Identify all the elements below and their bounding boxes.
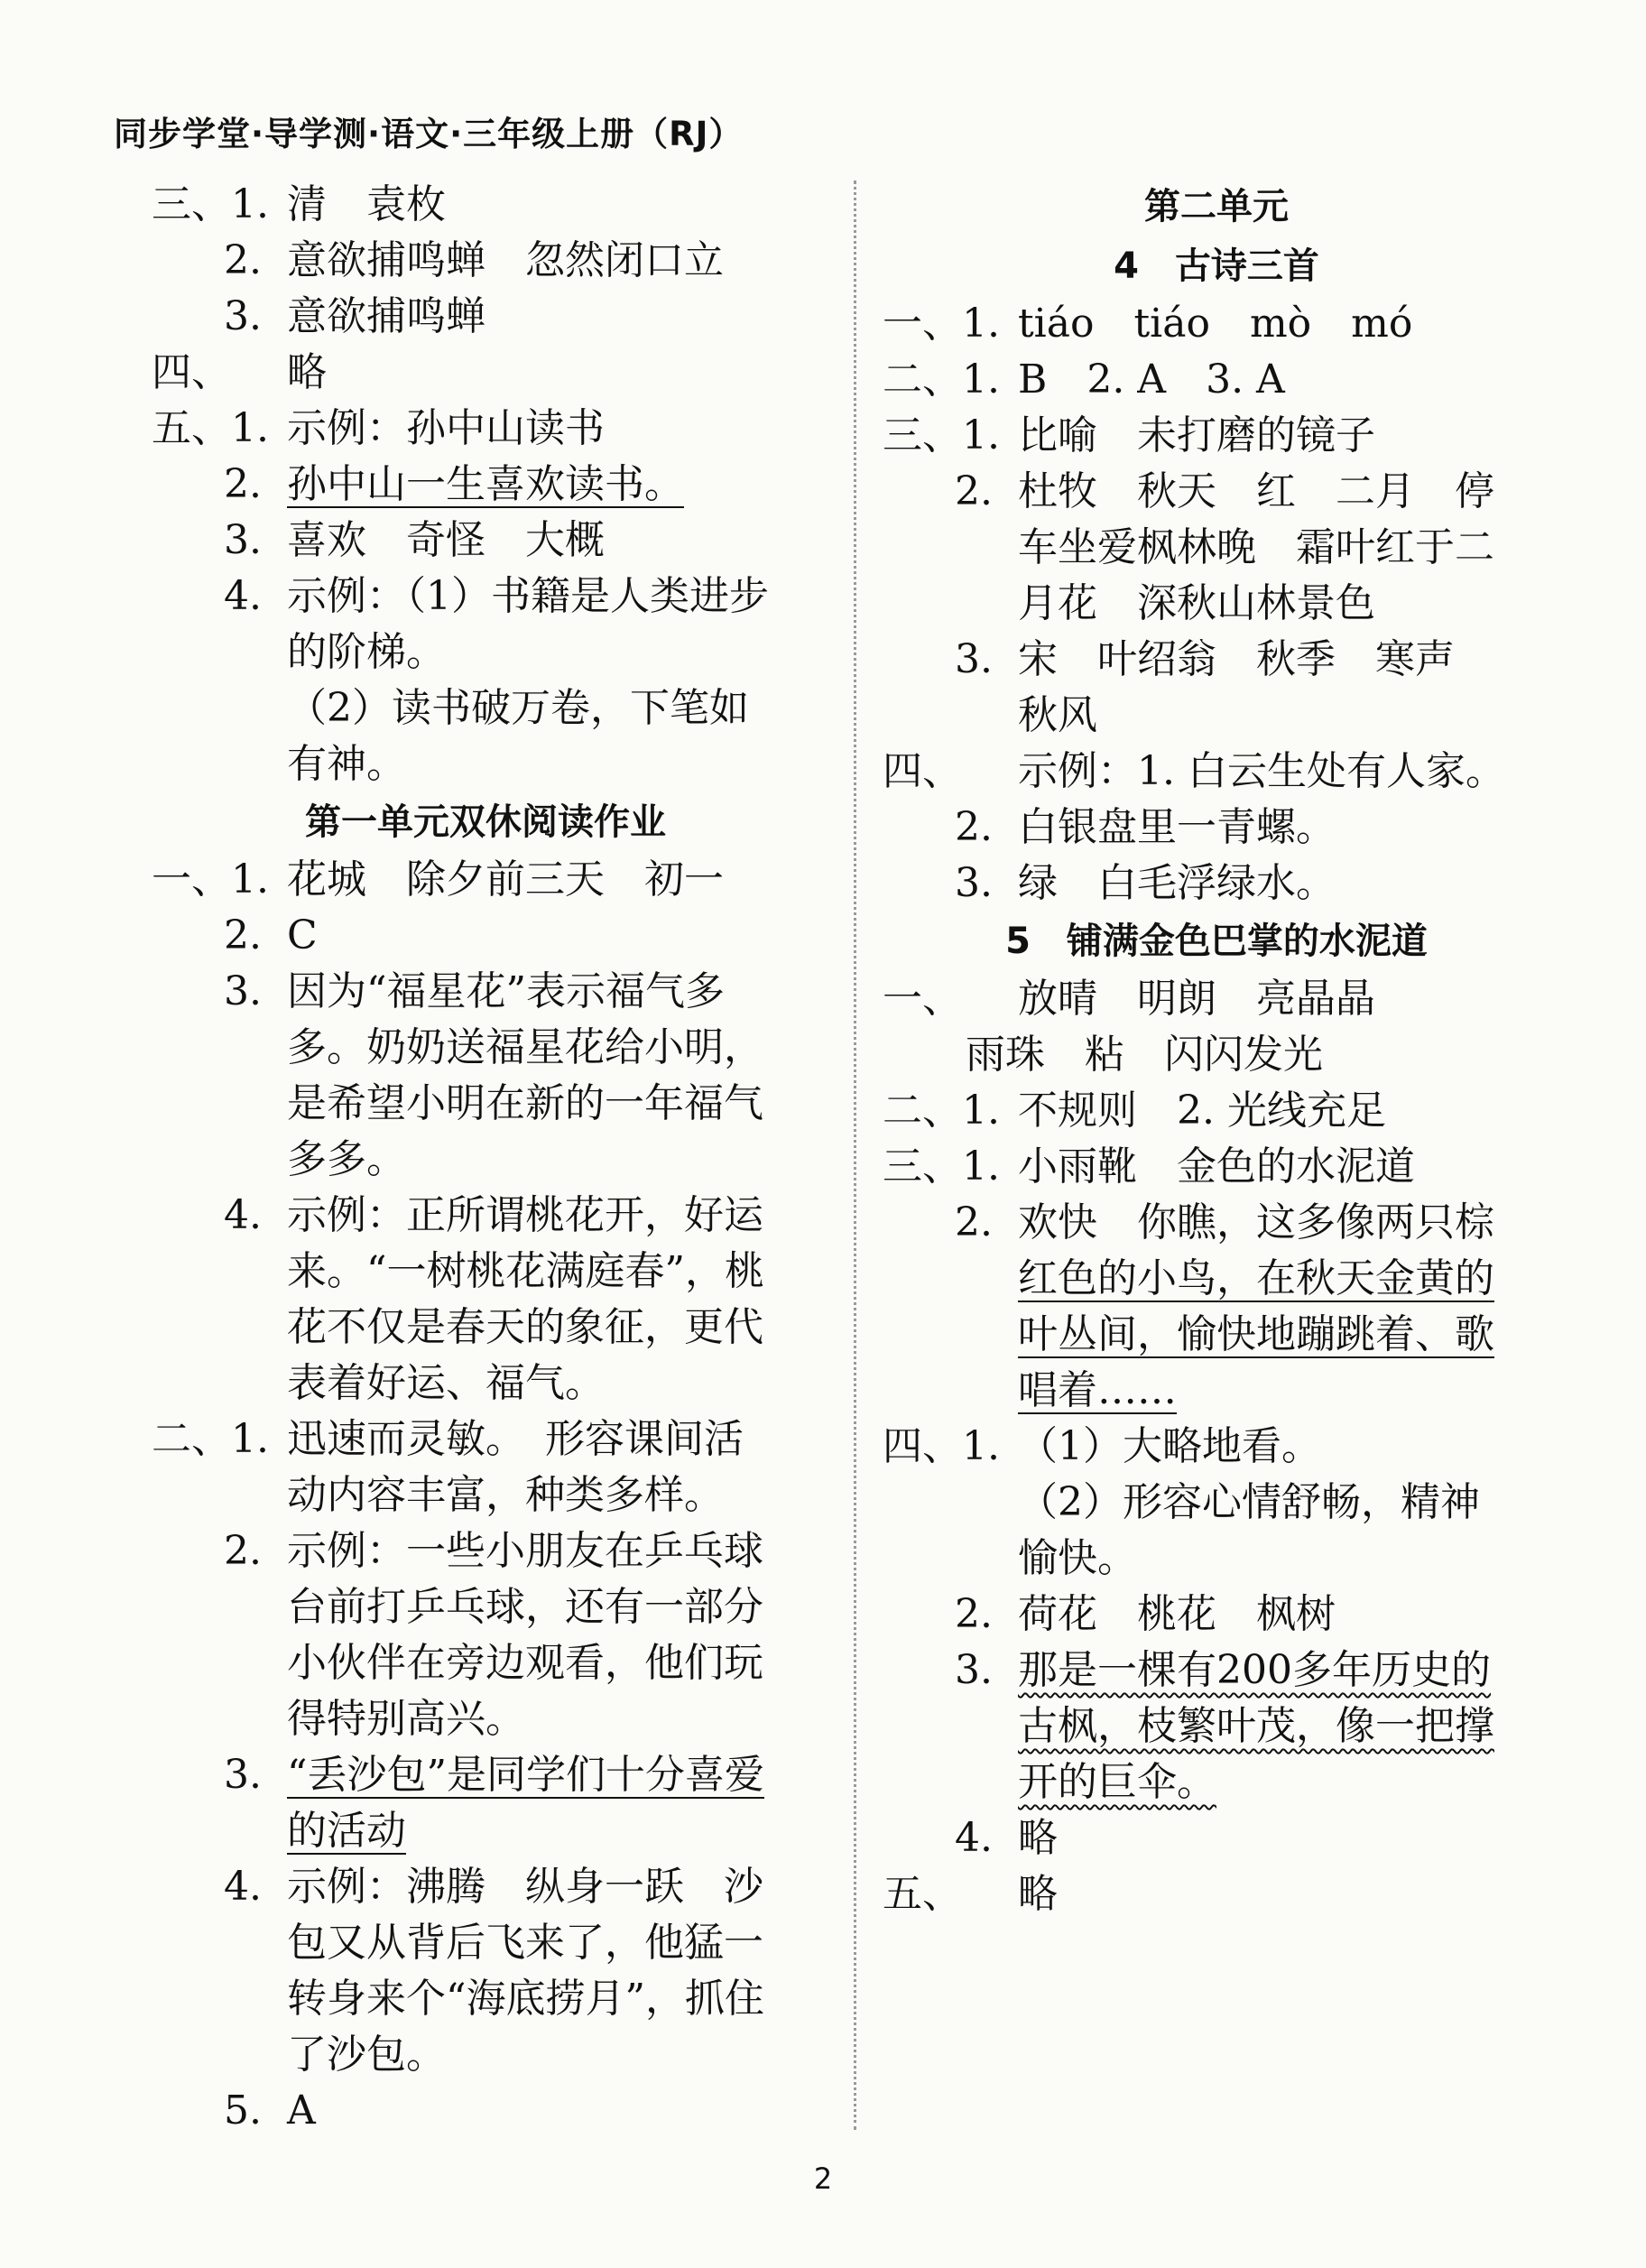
answer-line — [883, 1419, 1550, 1475]
question-number: 二、1. — [152, 1416, 269, 1462]
sub-question-number: 4. — [224, 1864, 262, 1910]
column-divider — [854, 181, 856, 2130]
answer-text: 红色的小鸟，在秋天金黄的 — [1018, 1255, 1494, 1301]
answer-line — [152, 964, 819, 1020]
answer-line — [152, 1915, 819, 1971]
answer-text: 雨珠 粘 闪闪发光 — [966, 1032, 1323, 1078]
answer-text: 小伙伴在旁边观看，他们玩 — [287, 1640, 763, 1686]
section-heading: 5 铺满金色巴掌的水泥道 — [1005, 921, 1428, 962]
answer-line — [883, 1027, 1550, 1083]
answer-text: 月花 深秋山林景色 — [1018, 580, 1375, 626]
answer-text: 示例：1. 白云生处有人家。 — [1018, 748, 1505, 794]
answer-line — [883, 1866, 1550, 1922]
question-number: 二、1. — [883, 1088, 1000, 1134]
sub-question-number: 3. — [224, 293, 262, 339]
answer-line — [152, 1579, 819, 1635]
answer-line — [152, 1244, 819, 1300]
answer-text: 多。奶奶送福星花给小明， — [287, 1024, 763, 1070]
answer-line — [152, 625, 819, 680]
answer-text: 愉快。 — [1018, 1535, 1137, 1581]
answer-line — [152, 852, 819, 908]
answer-line — [152, 1635, 819, 1691]
sub-question-number: 3. — [224, 517, 262, 563]
sub-question-number: 4. — [224, 1192, 262, 1238]
answer-line — [152, 1467, 819, 1523]
answer-line — [152, 1803, 819, 1859]
answer-line — [883, 352, 1550, 408]
answer-text: 略 — [1018, 1815, 1058, 1861]
sub-question-number: 2. — [955, 804, 993, 850]
section-heading: 第一单元双休阅读作业 — [305, 801, 666, 843]
answer-text: 示例：一些小朋友在乒乓球 — [287, 1528, 763, 1574]
answer-line — [152, 345, 819, 401]
answer-text: 动内容丰富，种类多样。 — [287, 1472, 724, 1518]
answer-text: 开的巨伞。 — [1018, 1759, 1216, 1805]
answer-text: 的活动 — [287, 1808, 406, 1854]
answer-line — [883, 1754, 1550, 1810]
answer-text: 得特别高兴。 — [287, 1696, 525, 1742]
answer-line — [152, 289, 819, 345]
answer-text: 转身来个“海底捞月”，抓住 — [287, 1976, 764, 2022]
answer-line — [883, 296, 1550, 352]
answer-text: 表着好运、福气。 — [287, 1360, 605, 1406]
answer-line — [883, 971, 1550, 1027]
answer-line — [152, 513, 819, 569]
answer-line — [883, 1139, 1550, 1195]
sub-question-number: 4. — [955, 1815, 993, 1861]
question-number: 四、 — [152, 349, 231, 395]
answer-text: B 2. A 3. A — [1018, 356, 1285, 403]
answer-line — [152, 233, 819, 289]
answer-line — [152, 1747, 819, 1803]
question-number: 四、 — [883, 748, 962, 794]
answer-text: 荷花 桃花 枫树 — [1018, 1591, 1336, 1637]
sub-question-number: 2. — [224, 912, 262, 958]
question-number: 一、1. — [152, 856, 269, 903]
section-heading: 第二单元 — [1144, 186, 1289, 227]
answer-text: 意欲捕鸣蝉 忽然闭口立 — [287, 237, 724, 283]
answer-text: 来。“一树桃花满庭春”，桃 — [287, 1248, 764, 1294]
answer-text: 包又从背后飞来了，他猛一 — [287, 1920, 763, 1966]
answer-line — [883, 576, 1550, 632]
sub-question-number: 3. — [955, 636, 993, 682]
answer-line — [152, 680, 819, 736]
answer-line — [883, 1810, 1550, 1866]
answer-line — [883, 408, 1550, 464]
answer-text: 略 — [1018, 1871, 1058, 1917]
answer-line — [152, 1132, 819, 1188]
answer-line — [883, 464, 1550, 520]
answer-text: 花城 除夕前三天 初一 — [287, 856, 724, 903]
sub-question-number: 2. — [224, 237, 262, 283]
answer-line — [883, 1363, 1550, 1419]
answer-text: 不规则 2. 光线充足 — [1018, 1088, 1386, 1134]
answer-line — [152, 1300, 819, 1356]
answer-text: tiáo tiáo mò mó — [1018, 301, 1413, 347]
answer-line — [152, 2083, 819, 2139]
answer-text: 唱着…… — [1018, 1367, 1177, 1413]
answer-text: 多多。 — [287, 1136, 406, 1182]
answer-line — [883, 1531, 1550, 1587]
answer-text: 杜牧 秋天 红 二月 停 — [1018, 468, 1494, 514]
answer-text: 绿 白毛浮绿水。 — [1018, 860, 1336, 906]
answer-text: 宋 叶绍翁 秋季 寒声 — [1018, 636, 1455, 682]
page-number: 2 — [813, 2162, 833, 2196]
answer-line — [883, 1251, 1550, 1307]
answer-line — [883, 1699, 1550, 1754]
answer-text: 是希望小明在新的一年福气 — [287, 1080, 763, 1126]
answer-line — [883, 856, 1550, 912]
answer-text: 古枫，枝繁叶茂，像一把撑 — [1018, 1703, 1494, 1749]
question-number: 三、1. — [883, 412, 1000, 458]
sub-question-number: 2. — [224, 1528, 262, 1574]
answer-line — [152, 1356, 819, 1412]
answer-text: （2）读书破万卷，下笔如 — [287, 685, 749, 731]
answer-line — [883, 1475, 1550, 1531]
question-number: 一、 — [883, 976, 962, 1022]
answer-text: 的阶梯。 — [287, 629, 446, 675]
answer-line — [883, 1307, 1550, 1363]
question-number: 四、1. — [883, 1423, 1000, 1469]
answer-text: 秋风 — [1018, 692, 1097, 738]
book-header: 同步学堂·导学测·语文·三年级上册（RJ） — [114, 115, 744, 153]
answer-text: 花不仅是春天的象征，更代 — [287, 1304, 763, 1350]
answer-line — [883, 1195, 1550, 1251]
answer-line — [152, 908, 819, 964]
answer-text: 了沙包。 — [287, 2032, 446, 2078]
question-number: 二、1. — [883, 356, 1000, 403]
answer-text: 因为“福星花”表示福气多 — [287, 968, 725, 1014]
answer-line — [883, 520, 1550, 576]
answer-text: 孙中山一生喜欢读书。 — [287, 461, 684, 507]
question-number: 三、1. — [883, 1143, 1000, 1190]
answer-line — [883, 1083, 1550, 1139]
answer-text: （1）大略地看。 — [1018, 1423, 1321, 1469]
sub-question-number: 3. — [224, 968, 262, 1014]
answer-text: “丢沙包”是同学们十分喜爱 — [287, 1752, 764, 1798]
answer-line — [883, 744, 1550, 800]
answer-line — [152, 401, 819, 457]
answer-line — [152, 457, 819, 513]
answer-text: 示例：沸腾 纵身一跃 沙 — [287, 1864, 763, 1910]
answer-text: 放晴 明朗 亮晶晶 — [1018, 976, 1375, 1022]
answer-text: 示例：正所谓桃花开，好运 — [287, 1192, 763, 1238]
answer-text: 有神。 — [287, 741, 406, 787]
answer-text: 白银盘里一青螺。 — [1018, 804, 1336, 850]
sub-question-number: 3. — [955, 1647, 993, 1693]
answer-text: 迅速而灵敏。 形容课间活 — [287, 1416, 744, 1462]
answer-text: 那是一棵有200多年历史的 — [1018, 1647, 1491, 1693]
answer-line — [152, 569, 819, 625]
answer-line — [152, 1859, 819, 1915]
answer-line — [152, 2027, 819, 2083]
answer-line — [883, 1643, 1550, 1699]
answer-line — [883, 800, 1550, 856]
answer-line — [883, 1587, 1550, 1643]
sub-question-number: 5. — [224, 2087, 262, 2134]
right-column — [883, 177, 1550, 1922]
answer-line — [152, 1412, 819, 1467]
question-number: 五、 — [883, 1871, 962, 1917]
sub-question-number: 3. — [955, 860, 993, 906]
answer-line — [152, 1691, 819, 1747]
sub-question-number: 2. — [955, 1199, 993, 1245]
sub-question-number: 2. — [224, 461, 262, 507]
answer-text: 车坐爱枫林晚 霜叶红于二 — [1018, 524, 1494, 570]
answer-text: 比喻 未打磨的镜子 — [1018, 412, 1375, 458]
sub-question-number: 4. — [224, 573, 262, 619]
section-heading: 4 古诗三首 — [1114, 245, 1319, 287]
question-number: 五、1. — [152, 405, 269, 451]
answer-text: 清 袁枚 — [287, 181, 446, 227]
answer-text: 台前打乒乓球，还有一部分 — [287, 1584, 763, 1630]
sub-question-number: 3. — [224, 1752, 262, 1798]
answer-line — [152, 1188, 819, 1244]
answer-line — [152, 736, 819, 792]
answer-line — [883, 688, 1550, 744]
answer-text: 示例：孙中山读书 — [287, 405, 605, 451]
answer-text: 欢快 你瞧，这多像两只棕 — [1018, 1199, 1494, 1245]
answer-text: 略 — [287, 349, 327, 395]
answer-line — [152, 177, 819, 233]
answer-text: 喜欢 奇怪 大概 — [287, 517, 605, 563]
answer-line — [152, 1523, 819, 1579]
answer-text: 小雨靴 金色的水泥道 — [1018, 1143, 1415, 1190]
answer-text: C — [287, 912, 318, 958]
answer-line — [883, 632, 1550, 688]
question-number: 一、1. — [883, 301, 1000, 347]
answer-text: 意欲捕鸣蝉 — [287, 293, 485, 339]
sub-question-number: 2. — [955, 1591, 993, 1637]
answer-text: 叶丛间，愉快地蹦跳着、歌 — [1018, 1311, 1494, 1357]
answer-text: 示例：（1）书籍是人类进步 — [287, 573, 769, 619]
question-number: 三、1. — [152, 181, 269, 227]
answer-line — [152, 1076, 819, 1132]
answer-line — [152, 1971, 819, 2027]
answer-text: （2）形容心情舒畅，精神 — [1018, 1479, 1480, 1525]
left-column — [152, 177, 819, 2139]
sub-question-number: 2. — [955, 468, 993, 514]
answer-line — [152, 1020, 819, 1076]
answer-text: A — [287, 2087, 316, 2134]
